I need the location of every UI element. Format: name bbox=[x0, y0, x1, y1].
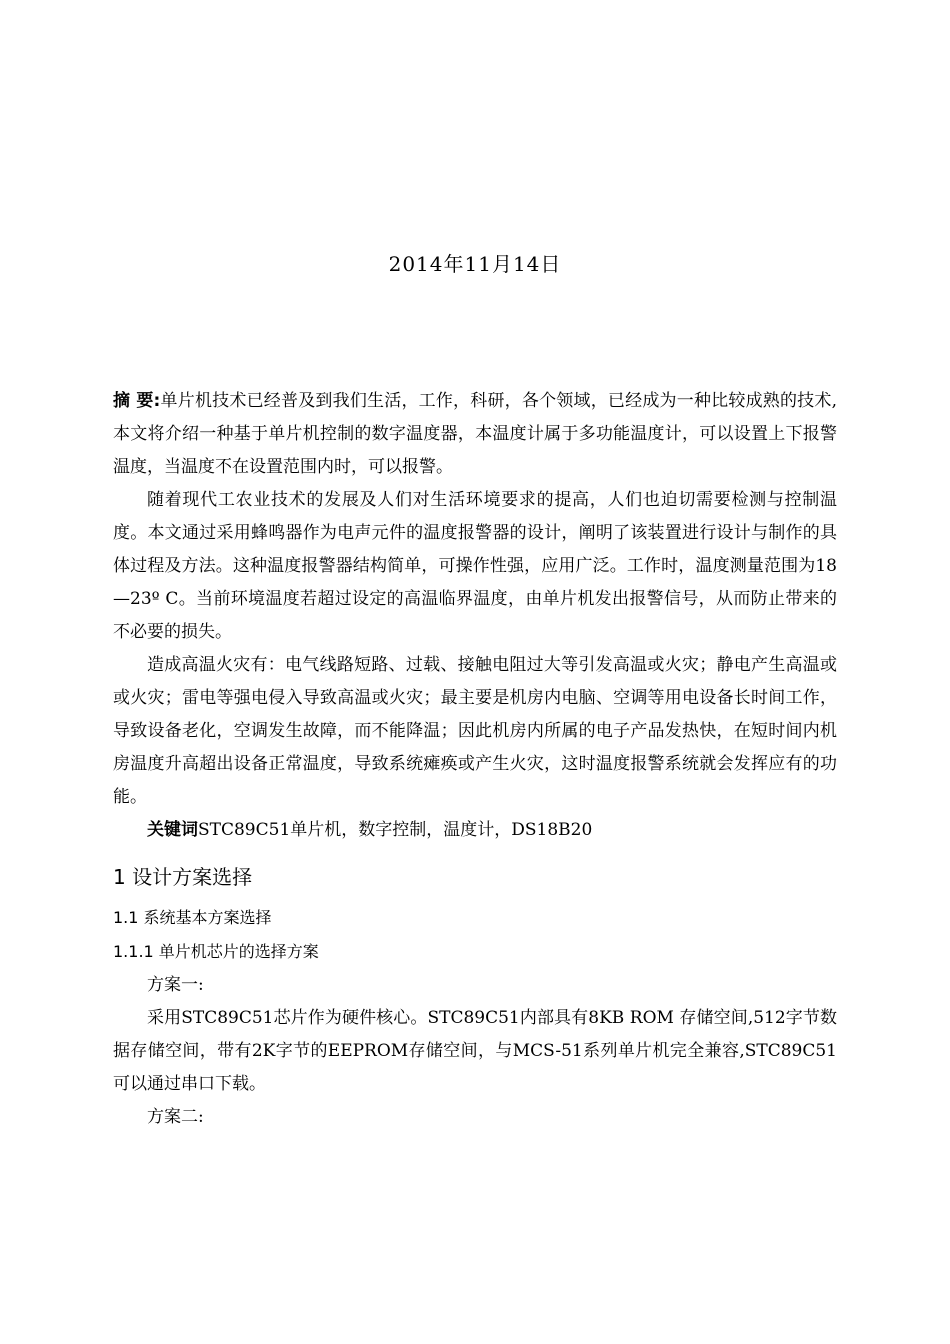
option-2-label: 方案二: bbox=[147, 1107, 204, 1127]
abstract-label: 摘 要: bbox=[113, 391, 161, 411]
section-heading-1: 1 设计方案选择 bbox=[113, 865, 253, 889]
abstract-paragraph bbox=[113, 385, 837, 484]
option-1-text: 采用STC89C51芯片作为硬件核心。STC89C51内部具有8KB ROM 存储空间,512字节数据存储空间，带有2K字节的EEPROM存储空间，与MCS-51系列单片机完全兼容,STC89C51可以通过串口下载。 bbox=[113, 1008, 837, 1094]
document-date: 2014年11月14日 bbox=[388, 252, 562, 276]
abstract-text: 单片机技术已经普及到我们生活，工作，科研，各个领域，已经成为一种比较成熟的技术,本文将介绍一种基于单片机控制的数字温度器，本温度计属于多功能温度计，可以设置上下报警温度，当温度不在设置范围内时，可以报警。 bbox=[113, 391, 838, 477]
section-heading-1-1: 1.1 系统基本方案选择 bbox=[113, 908, 272, 927]
option-1-label: 方案一: bbox=[147, 975, 204, 995]
keywords-text: STC89C51单片机，数字控制，温度计，DS18B20 bbox=[198, 820, 593, 840]
body-paragraph-2: 造成高温火灾有：电气线路短路、过载、接触电阻过大等引发高温或火灾；静电产生高温或或火灾；雷电等强电侵入导致高温或火灾；最主要是机房内电脑、空调等用电设备长时间工作，导致设备老化，空调发生故障，而不能降温；因此机房内所属的电子产品发热快，在短时间内机房温度升高超出设备正常温度，导致系统瘫痪或产生火灾，这时温度报警系统就会发挥应有的功能。 bbox=[113, 655, 837, 807]
keywords-paragraph bbox=[113, 814, 837, 847]
section-heading-1-1-1: 1.1.1 单片机芯片的选择方案 bbox=[113, 942, 319, 961]
body-paragraph-1: 随着现代工农业技术的发展及人们对生活环境要求的提高，人们也迫切需要检测与控制温度。本文通过采用蜂鸣器作为电声元件的温度报警器的设计，阐明了该装置进行设计与制作的具体过程及方法。这种温度报警器结构简单，可操作性强，应用广泛。工作时，温度测量范围为18—23º C。当前环境温度若超过设定的高温临界温度，由单片机发出报警信号，从而防止带来的不必要的损失。 bbox=[113, 490, 837, 642]
keywords-label: 关键词 bbox=[147, 820, 198, 840]
document-body bbox=[113, 385, 837, 1134]
